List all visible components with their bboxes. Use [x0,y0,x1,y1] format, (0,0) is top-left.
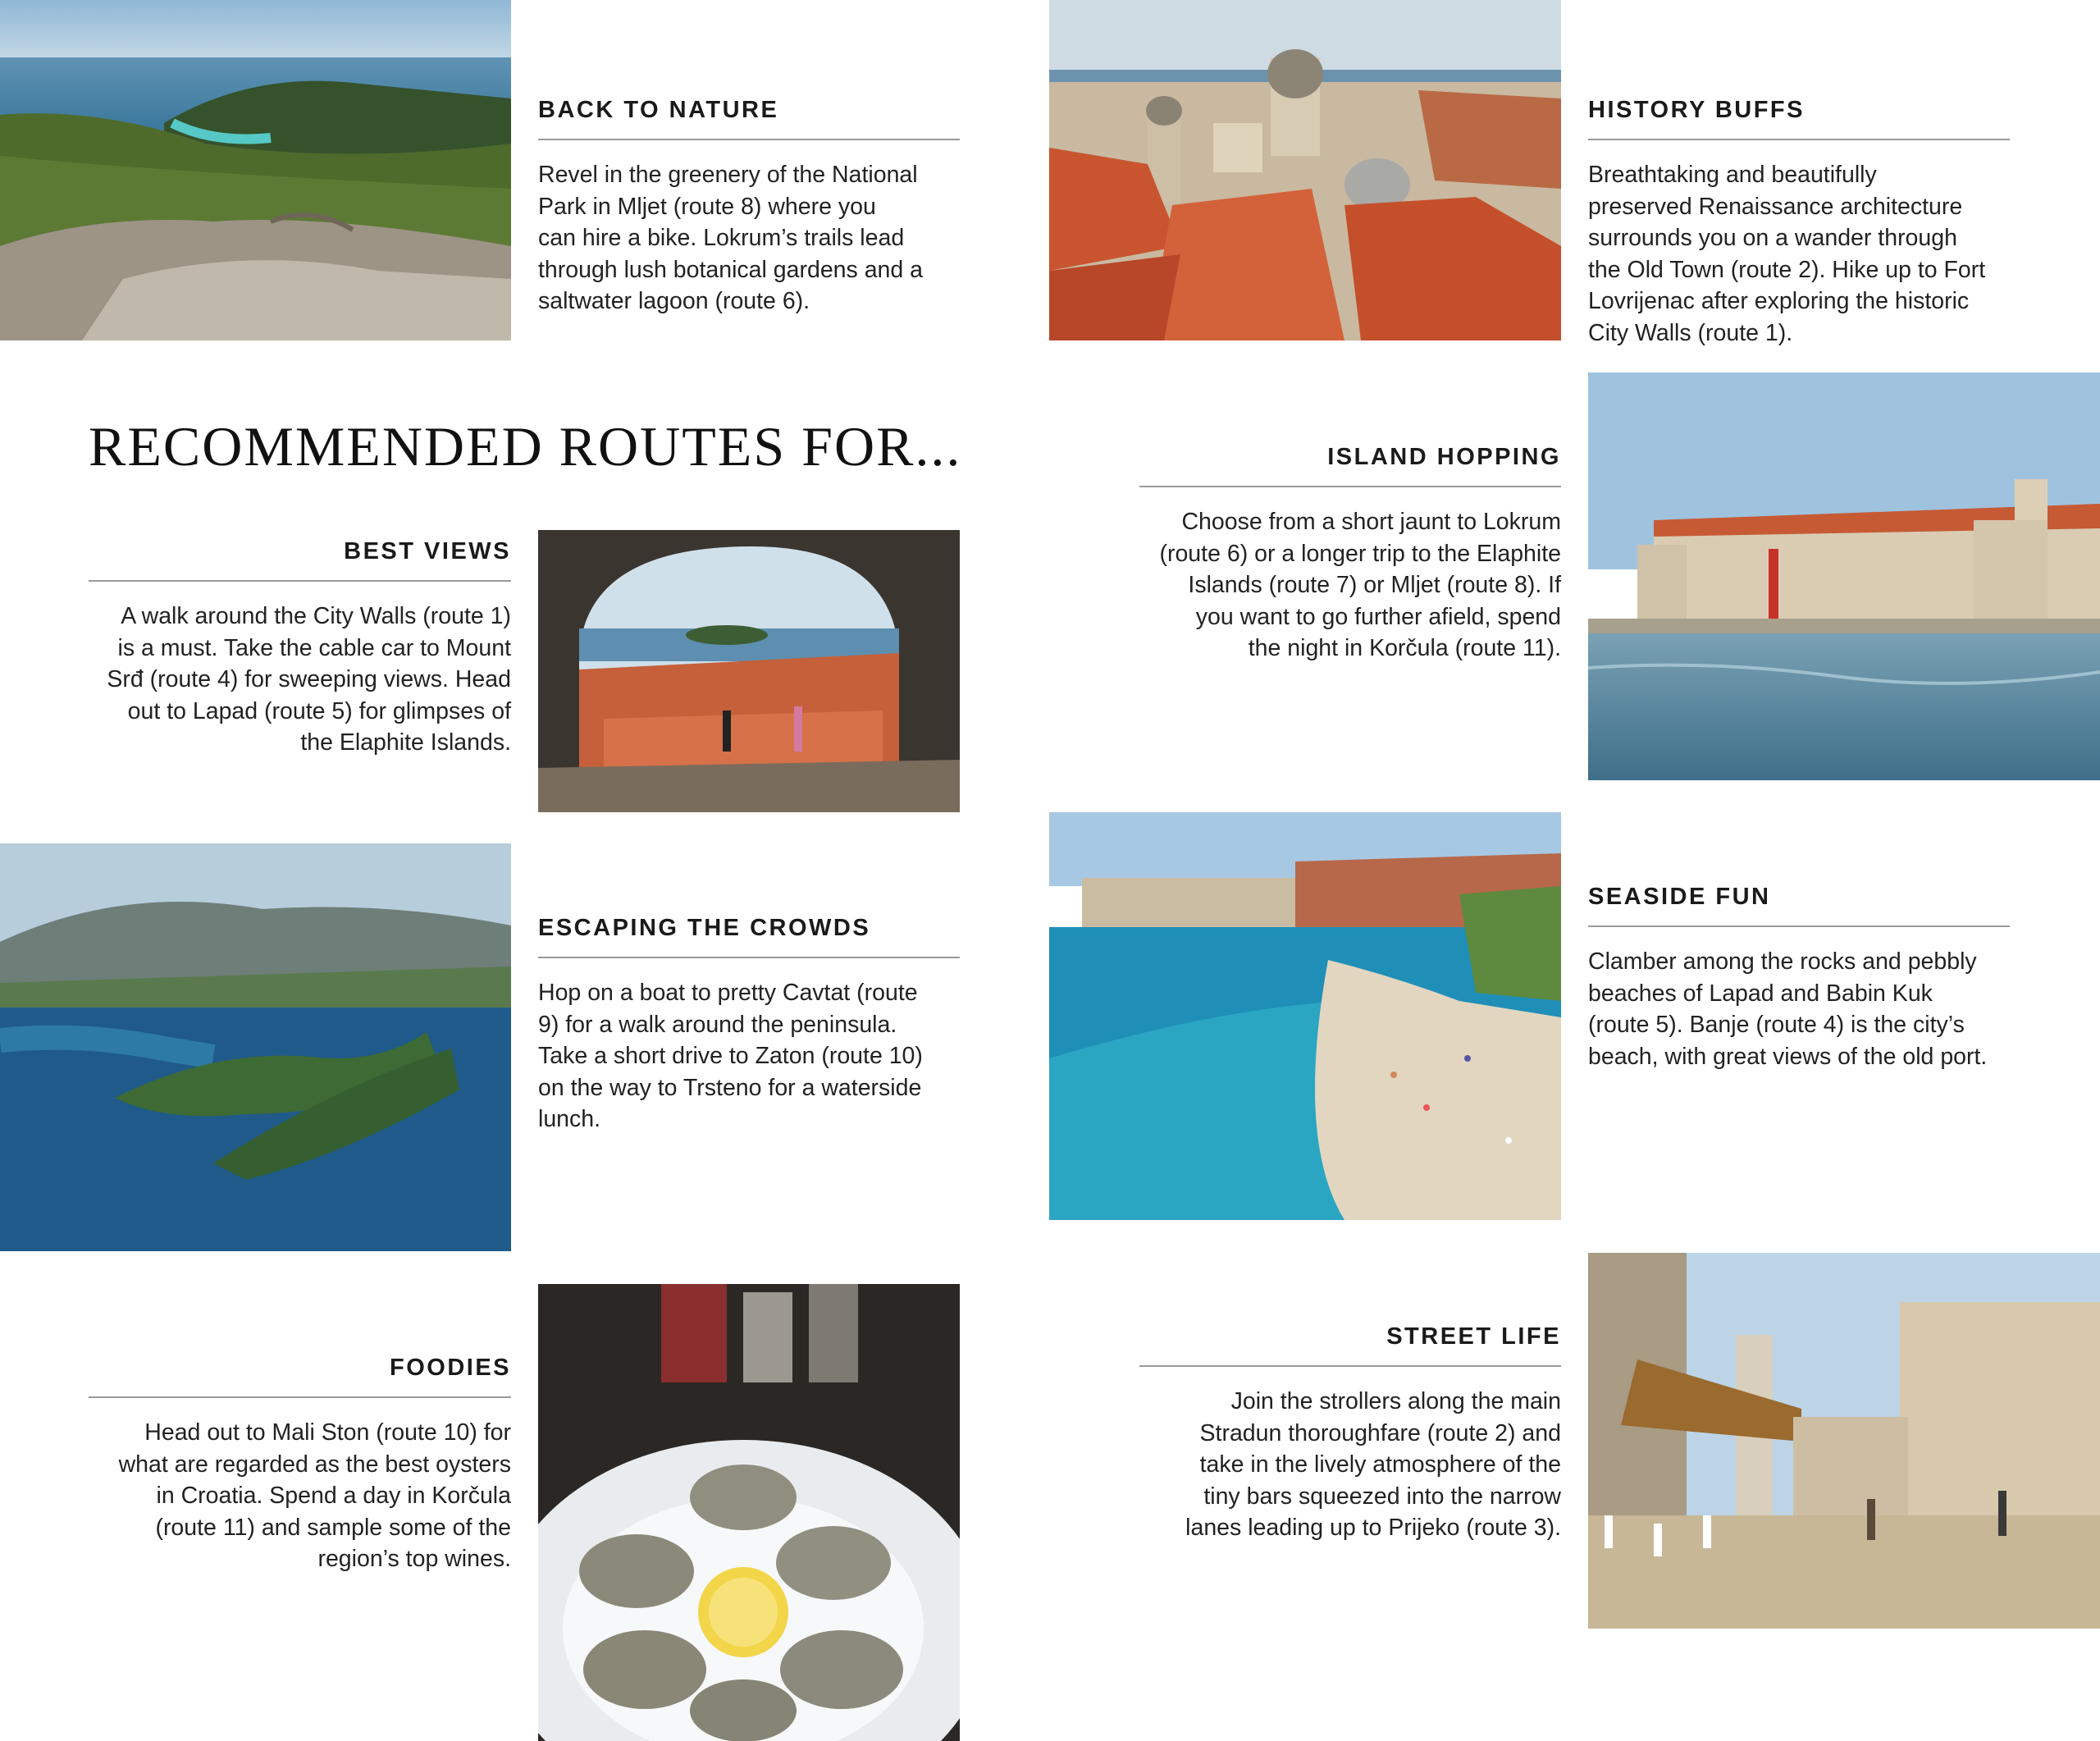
stradun-street-photo [1588,1253,2100,1629]
dubrovnik-rooftops-photo [1049,0,1561,340]
foodies-text: Head out to Mali Ston (route 10) for what are regarded as the best oysters in Croatia. Spend a day in Korčula (route 11) and sample some of the region’s top wines. [118,1419,511,1572]
seaside-fun-text: Clamber among the rocks and pebbly beaches of Lapad and Babin Kuk (route 5). Banje (route 4) is the city’s beach, with great views of the old port. [1588,948,1988,1070]
street-life-heading: STREET LIFE [1139,1323,1561,1367]
back-to-nature-text: Revel in the greenery of the National Park in Mljet (route 8) where you can hire a bike. Lokrum’s trails lead through lush botanical gardens and a saltwater lagoon (route 6). [538,162,924,314]
history-buffs-text: Breathtaking and beautifully preserved Renaissance architecture surrounds you on a wander through the Old Town (route 2). Hike up to Fort Lovrijenac after exploring the historic City Walls (route 1). [1588,162,1986,346]
escaping-the-crowds-text: Hop on a boat to pretty Cavtat (route 9) for a walk around the peninsula. Take a short drive to Zaton (route 10) on the way to Trsteno for a waterside lunch. [538,980,923,1132]
best-views-heading: BEST VIEWS [89,538,511,582]
mljet-coast-photo [0,0,511,340]
page-title: RECOMMENDED ROUTES FOR... [89,415,962,478]
arch-view-photo [538,530,960,812]
korcula-photo [1588,372,2100,780]
history-buffs-heading: HISTORY BUFFS [1588,97,2010,140]
oysters-photo [538,1284,960,1741]
street-life-text: Join the strollers along the main Stradun thoroughfare (route 2) and take in the lively atmosphere of the tiny bars squeezed into the narrow lanes leading up to Prijeko (route 3). [1185,1388,1561,1541]
cavtat-aerial-photo [0,843,511,1251]
best-views-text: A walk around the City Walls (route 1) is a must. Take the cable car to Mount Srđ (route 4) for sweeping views. Head out to Lapad (route 5) for glimpses of the Elaphite Islands. [107,603,511,756]
back-to-nature-heading: BACK TO NATURE [538,97,960,140]
island-hopping-text: Choose from a short jaunt to Lokrum (route 6) or a longer trip to the Elaphite Islands (route 7) or Mljet (route 8). If you want to go further afield, spend the night in Korčula (route 11). [1159,509,1561,661]
foodies-heading: FOODIES [89,1355,511,1398]
island-hopping-heading: ISLAND HOPPING [1139,444,1561,487]
banje-beach-photo [1049,812,1561,1220]
escaping-the-crowds-heading: ESCAPING THE CROWDS [538,915,960,958]
seaside-fun-heading: SEASIDE FUN [1588,884,2010,927]
